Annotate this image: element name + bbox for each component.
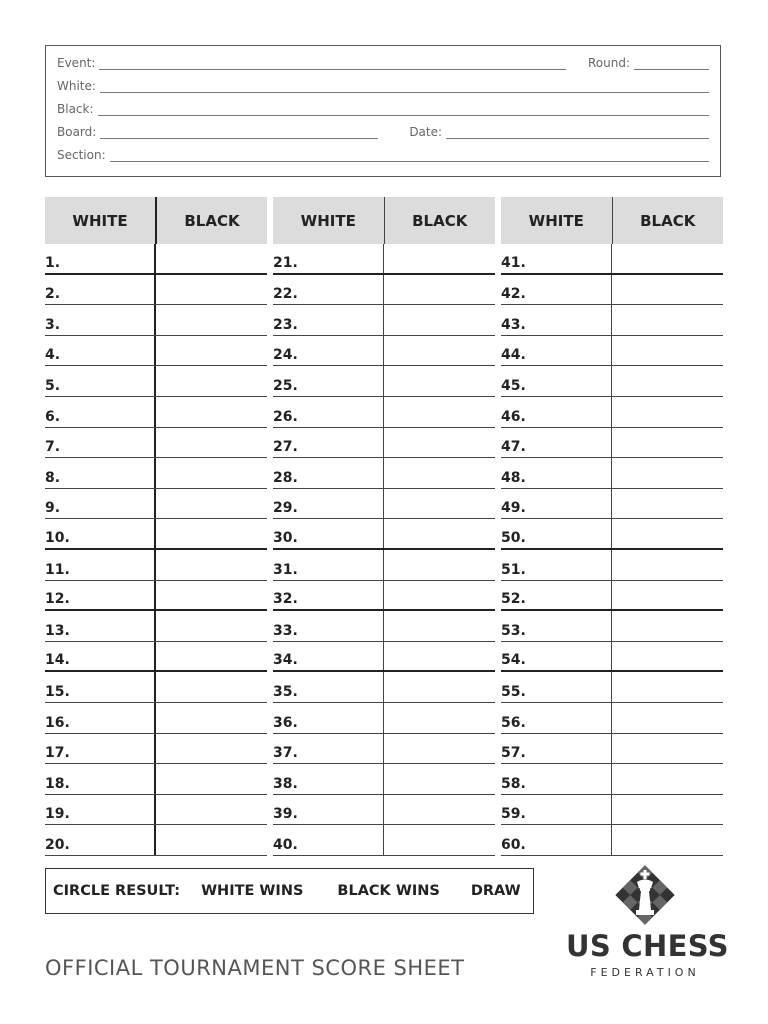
black-move-cell[interactable] bbox=[612, 428, 723, 458]
move-rows bbox=[45, 244, 267, 856]
move-row bbox=[273, 428, 495, 459]
move-row bbox=[45, 825, 267, 856]
black-move-cell[interactable] bbox=[612, 550, 723, 580]
black-move-cell[interactable] bbox=[384, 244, 495, 273]
move-row bbox=[45, 305, 267, 336]
move-row bbox=[501, 825, 723, 856]
move-row bbox=[45, 428, 267, 459]
white-move-cell[interactable]: 37. bbox=[273, 734, 384, 764]
black-move-cell[interactable] bbox=[612, 275, 723, 305]
white-move-cell[interactable]: 3. bbox=[45, 305, 156, 335]
move-row bbox=[45, 489, 267, 520]
black-column-header: BLACK bbox=[412, 211, 468, 230]
black-move-cell[interactable] bbox=[384, 581, 495, 610]
move-row bbox=[501, 519, 723, 550]
black-move-cell[interactable] bbox=[384, 519, 495, 548]
column-header-row bbox=[45, 197, 267, 244]
white-move-cell[interactable]: 4. bbox=[45, 336, 156, 366]
white-move-cell[interactable]: 24. bbox=[273, 336, 384, 366]
white-move-cell[interactable]: 14. bbox=[45, 642, 156, 671]
black-move-cell[interactable] bbox=[384, 764, 495, 794]
move-row bbox=[273, 305, 495, 336]
white-move-cell[interactable]: 18. bbox=[45, 764, 156, 794]
move-row bbox=[273, 489, 495, 520]
move-row bbox=[273, 336, 495, 367]
move-row bbox=[501, 458, 723, 489]
black-move-cell[interactable] bbox=[384, 550, 495, 580]
black-move-cell[interactable] bbox=[612, 305, 723, 335]
column-header-row bbox=[273, 197, 495, 244]
move-row bbox=[45, 611, 267, 642]
white-line bbox=[57, 75, 709, 93]
move-row bbox=[501, 642, 723, 673]
move-row bbox=[273, 581, 495, 612]
black-move-cell[interactable] bbox=[156, 764, 267, 794]
white-move-cell[interactable]: 33. bbox=[273, 611, 384, 641]
white-move-cell[interactable]: 50. bbox=[501, 519, 612, 548]
move-row bbox=[501, 672, 723, 703]
black-move-cell[interactable] bbox=[384, 642, 495, 671]
white-move-cell[interactable]: 54. bbox=[501, 642, 612, 671]
white-move-cell[interactable]: 16. bbox=[45, 703, 156, 733]
black-move-cell[interactable] bbox=[384, 275, 495, 305]
move-row bbox=[501, 275, 723, 306]
black-move-cell[interactable] bbox=[156, 458, 267, 488]
white-move-cell[interactable]: 42. bbox=[501, 275, 612, 305]
black-wins-option[interactable]: BLACK WINS bbox=[337, 883, 440, 899]
white-column-header: WHITE bbox=[501, 197, 613, 244]
white-move-cell[interactable]: 27. bbox=[273, 428, 384, 458]
move-row bbox=[45, 795, 267, 826]
move-row bbox=[45, 366, 267, 397]
board-field[interactable] bbox=[100, 126, 378, 139]
black-move-cell[interactable] bbox=[384, 428, 495, 458]
white-move-cell[interactable]: 28. bbox=[273, 458, 384, 488]
board-label: Board: bbox=[57, 125, 97, 139]
black-move-cell[interactable] bbox=[612, 581, 723, 610]
circle-result-label: CIRCLE RESULT: bbox=[53, 883, 181, 899]
white-move-cell[interactable]: 59. bbox=[501, 795, 612, 825]
white-move-cell[interactable]: 39. bbox=[273, 795, 384, 825]
move-row bbox=[501, 734, 723, 765]
white-move-cell[interactable]: 41. bbox=[501, 244, 612, 273]
move-row bbox=[273, 611, 495, 642]
black-move-cell[interactable] bbox=[612, 366, 723, 396]
black-move-cell[interactable] bbox=[156, 795, 267, 825]
white-move-cell[interactable]: 46. bbox=[501, 397, 612, 427]
move-row bbox=[45, 519, 267, 550]
white-move-cell[interactable]: 38. bbox=[273, 764, 384, 794]
move-row bbox=[501, 550, 723, 581]
white-move-cell[interactable]: 51. bbox=[501, 550, 612, 580]
black-move-cell[interactable] bbox=[612, 397, 723, 427]
move-row bbox=[501, 397, 723, 428]
black-move-cell[interactable] bbox=[612, 672, 723, 702]
move-group-1 bbox=[45, 197, 267, 856]
move-row bbox=[273, 703, 495, 734]
move-row bbox=[501, 581, 723, 612]
black-move-cell[interactable] bbox=[612, 519, 723, 548]
move-row bbox=[501, 764, 723, 795]
move-row bbox=[45, 703, 267, 734]
section-line bbox=[57, 144, 709, 162]
black-move-cell[interactable] bbox=[384, 366, 495, 396]
black-move-cell[interactable] bbox=[612, 764, 723, 794]
move-row bbox=[45, 672, 267, 703]
black-line bbox=[57, 98, 709, 116]
black-move-cell[interactable] bbox=[156, 825, 267, 855]
black-move-cell[interactable] bbox=[612, 703, 723, 733]
black-move-cell[interactable] bbox=[384, 458, 495, 488]
white-move-cell[interactable]: 19. bbox=[45, 795, 156, 825]
white-move-cell[interactable]: 49. bbox=[501, 489, 612, 519]
logo-subtext: FEDERATION bbox=[590, 966, 700, 979]
move-row bbox=[45, 244, 267, 275]
move-row bbox=[273, 764, 495, 795]
move-row bbox=[273, 458, 495, 489]
white-move-cell[interactable]: 44. bbox=[501, 336, 612, 366]
black-move-cell[interactable] bbox=[612, 611, 723, 641]
move-row bbox=[45, 764, 267, 795]
move-row bbox=[273, 519, 495, 550]
black-move-cell[interactable] bbox=[156, 642, 267, 671]
move-row bbox=[273, 397, 495, 428]
move-row bbox=[45, 581, 267, 612]
white-move-cell[interactable]: 31. bbox=[273, 550, 384, 580]
white-move-cell[interactable]: 10. bbox=[45, 519, 156, 548]
move-row bbox=[45, 734, 267, 765]
move-group-2 bbox=[273, 197, 495, 856]
move-row bbox=[273, 795, 495, 826]
move-row bbox=[273, 642, 495, 673]
board-line bbox=[57, 121, 709, 139]
black-move-cell[interactable] bbox=[612, 336, 723, 366]
draw-option[interactable]: DRAW bbox=[470, 883, 521, 899]
white-move-cell[interactable]: 60. bbox=[501, 825, 612, 855]
round-field[interactable] bbox=[634, 57, 709, 70]
move-row bbox=[501, 489, 723, 520]
white-move-cell[interactable]: 45. bbox=[501, 366, 612, 396]
black-move-cell[interactable] bbox=[612, 458, 723, 488]
move-row bbox=[45, 336, 267, 367]
move-row bbox=[273, 550, 495, 581]
black-move-cell[interactable] bbox=[384, 825, 495, 855]
black-column-header: BLACK bbox=[184, 211, 240, 230]
black-move-cell[interactable] bbox=[156, 336, 267, 366]
black-move-cell[interactable] bbox=[156, 244, 267, 273]
white-move-cell[interactable]: 58. bbox=[501, 764, 612, 794]
white-move-cell[interactable]: 22. bbox=[273, 275, 384, 305]
white-move-cell[interactable]: 53. bbox=[501, 611, 612, 641]
move-row bbox=[273, 672, 495, 703]
white-player-field[interactable] bbox=[100, 80, 709, 93]
white-move-cell[interactable]: 7. bbox=[45, 428, 156, 458]
section-label: Section: bbox=[57, 148, 106, 162]
black-move-cell[interactable] bbox=[156, 275, 267, 305]
date-field[interactable] bbox=[446, 126, 709, 139]
black-move-cell[interactable] bbox=[156, 428, 267, 458]
white-move-cell[interactable]: 26. bbox=[273, 397, 384, 427]
black-move-cell[interactable] bbox=[612, 795, 723, 825]
black-move-cell[interactable] bbox=[384, 672, 495, 702]
move-row bbox=[45, 275, 267, 306]
move-row bbox=[501, 795, 723, 826]
white-move-cell[interactable]: 8. bbox=[45, 458, 156, 488]
black-move-cell[interactable] bbox=[384, 489, 495, 519]
white-move-cell[interactable]: 57. bbox=[501, 734, 612, 764]
move-row bbox=[501, 305, 723, 336]
white-move-cell[interactable]: 47. bbox=[501, 428, 612, 458]
black-move-cell[interactable] bbox=[384, 397, 495, 427]
move-row bbox=[501, 703, 723, 734]
white-move-cell[interactable]: 25. bbox=[273, 366, 384, 396]
black-column-header: BLACK bbox=[640, 211, 696, 230]
black-move-cell[interactable] bbox=[612, 489, 723, 519]
move-row bbox=[501, 366, 723, 397]
move-row bbox=[273, 825, 495, 856]
move-row bbox=[273, 275, 495, 306]
black-move-cell[interactable] bbox=[156, 703, 267, 733]
black-player-label: Black: bbox=[57, 102, 94, 116]
black-move-cell[interactable] bbox=[384, 795, 495, 825]
event-line bbox=[57, 52, 709, 70]
white-move-cell[interactable]: 40. bbox=[273, 825, 384, 855]
black-move-cell[interactable] bbox=[384, 703, 495, 733]
black-move-cell[interactable] bbox=[156, 366, 267, 396]
white-move-cell[interactable]: 48. bbox=[501, 458, 612, 488]
black-move-cell[interactable] bbox=[612, 244, 723, 273]
white-move-cell[interactable]: 9. bbox=[45, 489, 156, 519]
white-move-cell[interactable]: 12. bbox=[45, 581, 156, 610]
move-rows bbox=[273, 244, 495, 856]
white-move-cell[interactable]: 43. bbox=[501, 305, 612, 335]
move-row bbox=[45, 397, 267, 428]
black-move-cell[interactable] bbox=[612, 734, 723, 764]
white-column-header: WHITE bbox=[273, 197, 385, 244]
move-row bbox=[501, 336, 723, 367]
white-player-label: White: bbox=[57, 79, 96, 93]
white-move-cell[interactable]: 29. bbox=[273, 489, 384, 519]
section-field[interactable] bbox=[110, 149, 709, 162]
move-row bbox=[45, 458, 267, 489]
event-label: Event: bbox=[57, 56, 96, 70]
white-move-cell[interactable]: 52. bbox=[501, 581, 612, 610]
black-move-cell[interactable] bbox=[156, 611, 267, 641]
white-move-cell[interactable]: 20. bbox=[45, 825, 156, 855]
black-move-cell[interactable] bbox=[156, 397, 267, 427]
white-move-cell[interactable]: 21. bbox=[273, 244, 384, 273]
black-move-cell[interactable] bbox=[156, 519, 267, 548]
black-move-cell[interactable] bbox=[612, 825, 723, 855]
white-move-cell[interactable]: 1. bbox=[45, 244, 156, 273]
white-column-header: WHITE bbox=[45, 197, 157, 244]
white-move-cell[interactable]: 23. bbox=[273, 305, 384, 335]
game-info-box bbox=[45, 45, 721, 177]
black-move-cell[interactable] bbox=[156, 489, 267, 519]
date-label: Date: bbox=[409, 125, 443, 139]
white-move-cell[interactable]: 13. bbox=[45, 611, 156, 641]
page-title: OFFICIAL TOURNAMENT SCORE SHEET bbox=[45, 956, 465, 980]
move-row bbox=[45, 550, 267, 581]
black-move-cell[interactable] bbox=[384, 734, 495, 764]
black-move-cell[interactable] bbox=[156, 734, 267, 764]
white-move-cell[interactable]: 17. bbox=[45, 734, 156, 764]
black-move-cell[interactable] bbox=[384, 336, 495, 366]
white-move-cell[interactable]: 35. bbox=[273, 672, 384, 702]
white-wins-option[interactable]: WHITE WINS bbox=[201, 883, 304, 899]
black-move-cell[interactable] bbox=[156, 581, 267, 610]
move-row bbox=[273, 244, 495, 275]
result-box bbox=[45, 868, 534, 914]
column-header-row bbox=[501, 197, 723, 244]
move-row bbox=[45, 642, 267, 673]
move-row bbox=[501, 428, 723, 459]
white-move-cell[interactable]: 55. bbox=[501, 672, 612, 702]
white-move-cell[interactable]: 6. bbox=[45, 397, 156, 427]
black-move-cell[interactable] bbox=[384, 611, 495, 641]
white-move-cell[interactable]: 11. bbox=[45, 550, 156, 580]
black-move-cell[interactable] bbox=[384, 305, 495, 335]
white-move-cell[interactable]: 5. bbox=[45, 366, 156, 396]
move-row bbox=[501, 611, 723, 642]
white-move-cell[interactable]: 36. bbox=[273, 703, 384, 733]
white-move-cell[interactable]: 34. bbox=[273, 642, 384, 671]
black-move-cell[interactable] bbox=[612, 642, 723, 671]
move-row bbox=[273, 366, 495, 397]
move-group-3 bbox=[501, 197, 723, 856]
white-move-cell[interactable]: 2. bbox=[45, 275, 156, 305]
black-move-cell[interactable] bbox=[156, 672, 267, 702]
move-row bbox=[273, 734, 495, 765]
black-player-field[interactable] bbox=[98, 103, 709, 116]
white-move-cell[interactable]: 32. bbox=[273, 581, 384, 610]
black-move-cell[interactable] bbox=[156, 550, 267, 580]
move-rows bbox=[501, 244, 723, 856]
white-move-cell[interactable]: 15. bbox=[45, 672, 156, 702]
white-move-cell[interactable]: 56. bbox=[501, 703, 612, 733]
white-move-cell[interactable]: 30. bbox=[273, 519, 384, 548]
move-row bbox=[501, 244, 723, 275]
black-move-cell[interactable] bbox=[156, 305, 267, 335]
event-field[interactable] bbox=[99, 57, 566, 70]
chess-king-diamond-icon bbox=[612, 862, 678, 928]
logo-text: US CHESS bbox=[566, 929, 729, 963]
round-label: Round: bbox=[587, 56, 630, 70]
